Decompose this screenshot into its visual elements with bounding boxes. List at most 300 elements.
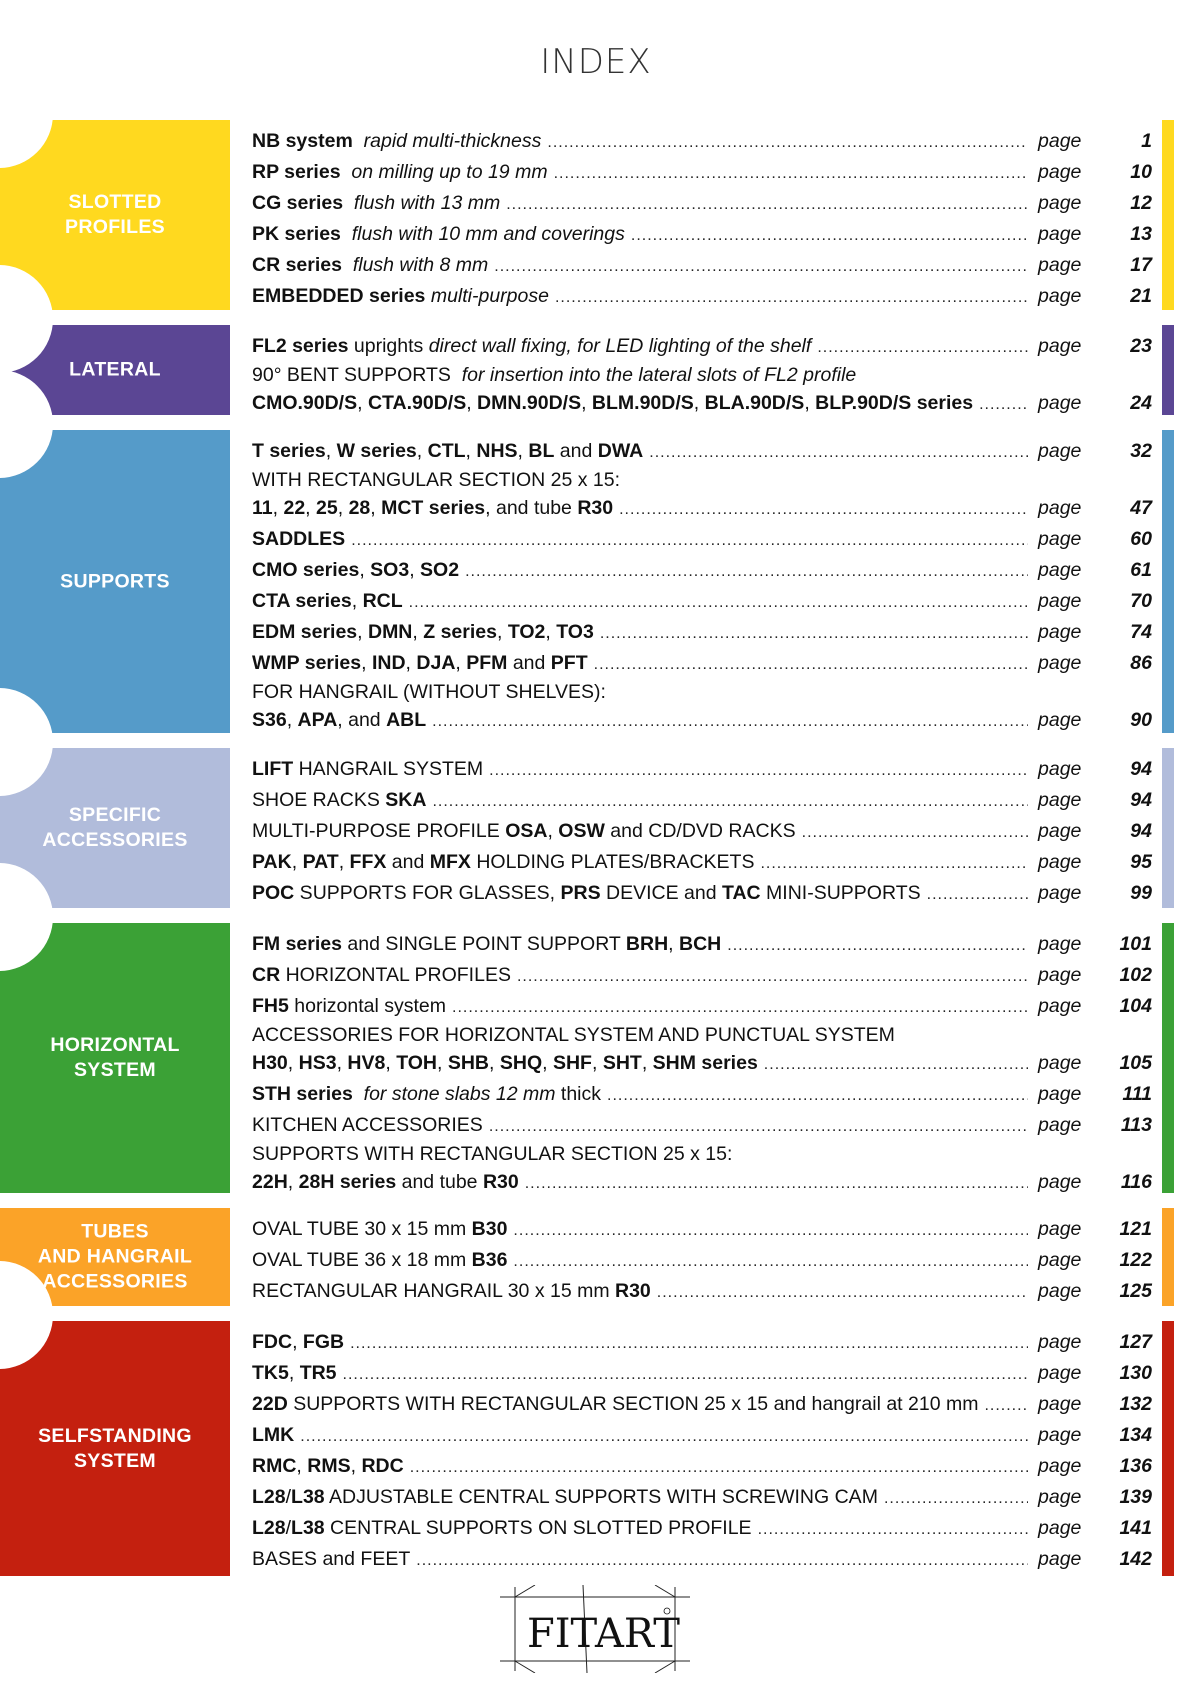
page-number: 1: [1141, 130, 1152, 152]
page-number: 111: [1122, 1083, 1152, 1105]
page-number: 95: [1130, 851, 1152, 873]
page-ref[interactable]: [1034, 1276, 1152, 1307]
page-label: page: [1038, 223, 1082, 245]
page-ref[interactable]: [1034, 1482, 1152, 1513]
entry-text-segment: ,: [437, 1052, 448, 1074]
page-label: page: [1038, 652, 1082, 674]
entry-list: [252, 436, 1152, 736]
entry-title: [252, 188, 500, 219]
entry-text-segment: SHF: [552, 1052, 592, 1074]
index-entry[interactable]: [252, 1358, 1152, 1389]
section-slotted-profiles: [0, 120, 1192, 310]
entry-text-segment: ,: [288, 1362, 300, 1384]
entry-text-segment: ,: [542, 1052, 553, 1074]
entry-text-segment: /: [285, 1517, 292, 1539]
entry-text-segment: BCH: [679, 933, 722, 955]
dot-leader: [979, 389, 1028, 420]
entry-title: [252, 1544, 410, 1575]
entry-text-segment: ,: [287, 1052, 299, 1074]
dot-leader: [465, 556, 1028, 587]
entry-text-segment: [341, 161, 352, 183]
page-label: page: [1038, 789, 1082, 811]
entry-title: [252, 1214, 507, 1245]
entry-text-segment: L28: [252, 1517, 286, 1539]
page-ref[interactable]: [1034, 1110, 1152, 1141]
page-number: 74: [1130, 621, 1152, 643]
page-ref[interactable]: [1034, 555, 1152, 586]
entry-text-segment: flush with 13 mm: [353, 192, 501, 214]
entry-title: [252, 586, 403, 617]
page-ref[interactable]: [1034, 648, 1152, 679]
entry-text-segment: R30: [482, 1171, 519, 1193]
entry-text-segment: T series: [252, 440, 326, 462]
entry-text-segment: HOLDING PLATES/BRACKETS: [470, 851, 755, 873]
page-number: 47: [1130, 497, 1152, 519]
entry-title: [252, 1513, 752, 1544]
dot-leader: [764, 1049, 1028, 1080]
entry-text-segment: ,: [466, 392, 478, 414]
section-color-bar: [1162, 325, 1174, 415]
index-entry[interactable]: [252, 785, 1152, 816]
page-ref[interactable]: [1034, 785, 1152, 816]
index-entry[interactable]: [252, 960, 1152, 991]
page-number: 127: [1119, 1331, 1152, 1353]
dot-leader: [525, 1168, 1028, 1199]
entry-text-segment: FGB: [302, 1331, 345, 1353]
entry-text-segment: ,: [287, 1171, 299, 1193]
dot-leader: [727, 930, 1028, 961]
index-entry[interactable]: [252, 1110, 1152, 1141]
index-entry[interactable]: [252, 617, 1152, 648]
index-entry[interactable]: [252, 555, 1152, 586]
page-label: page: [1038, 933, 1082, 955]
section-tab[interactable]: [0, 1321, 230, 1576]
page-number: 23: [1130, 335, 1152, 357]
page-ref[interactable]: [1034, 1167, 1152, 1198]
entry-title: [252, 1167, 519, 1198]
section-tab[interactable]: [0, 430, 230, 733]
page-label: page: [1038, 621, 1082, 643]
page-label: page: [1038, 130, 1082, 152]
entry-text-segment: MFX: [429, 851, 471, 873]
entry-text-segment: ,: [405, 652, 417, 674]
page-number: 17: [1130, 254, 1152, 276]
entry-text-segment: STH series: [252, 1083, 353, 1105]
logo-text-fit: FIT: [527, 1611, 598, 1657]
page-number: 61: [1130, 559, 1152, 581]
entry-text-segment: ,: [489, 1052, 500, 1074]
entry-text-segment: ,: [465, 440, 477, 462]
entry-title: [252, 157, 548, 188]
page-label: page: [1038, 1517, 1082, 1539]
entry-text-segment: TO3: [556, 621, 594, 643]
section-label: SPECIFIC ACCESSORIES: [42, 804, 188, 851]
index-entry[interactable]: [252, 586, 1152, 617]
page-ref[interactable]: [1034, 1513, 1152, 1544]
page-label: page: [1038, 1083, 1082, 1105]
dot-leader: [927, 879, 1028, 910]
page-ref[interactable]: [1034, 754, 1152, 785]
entry-text-segment: PAK: [252, 851, 292, 873]
page-ref[interactable]: [1034, 1327, 1152, 1358]
index-entry[interactable]: [252, 188, 1152, 219]
page-title: INDEX: [540, 42, 652, 82]
page-ref[interactable]: [1034, 929, 1152, 960]
section-tab[interactable]: [0, 923, 230, 1193]
entry-heading: [252, 362, 1152, 388]
page-number: 94: [1130, 789, 1152, 811]
entry-text-segment: ,: [337, 497, 349, 519]
page-ref[interactable]: [1034, 126, 1152, 157]
dot-leader: [657, 1277, 1028, 1308]
page-number: 99: [1130, 882, 1152, 904]
index-entry[interactable]: [252, 1513, 1152, 1544]
entry-title: [252, 1245, 507, 1276]
page-ref[interactable]: [1034, 1358, 1152, 1389]
page-ref[interactable]: [1034, 816, 1152, 847]
entry-text-segment: and tube: [396, 1171, 483, 1193]
entry-text-segment: FH5: [252, 995, 289, 1017]
entry-text-segment: ,: [325, 440, 337, 462]
index-entry[interactable]: [252, 362, 1152, 419]
entry-text-segment: DJA: [416, 652, 456, 674]
page-ref[interactable]: [1034, 1079, 1152, 1110]
page-ref[interactable]: [1034, 219, 1152, 250]
dot-leader: [343, 1359, 1028, 1390]
entry-text-segment: uprights: [348, 335, 429, 357]
entry-text-segment: and: [554, 440, 598, 462]
entry-text-segment: ,: [291, 851, 303, 873]
dot-leader: [631, 220, 1028, 251]
entry-text-segment: RP series: [252, 161, 341, 183]
index-entry[interactable]: [252, 524, 1152, 555]
dot-leader: [513, 1246, 1028, 1277]
entry-text-segment: ,: [359, 559, 371, 581]
page-label: page: [1038, 1052, 1082, 1074]
entry-text-segment: CTA series: [252, 590, 352, 612]
index-entry[interactable]: [252, 847, 1152, 878]
page-label: page: [1038, 1548, 1082, 1570]
index-entry[interactable]: [252, 1022, 1152, 1079]
entry-text-segment: ,: [517, 440, 529, 462]
index-entry[interactable]: [252, 126, 1152, 157]
page-label: page: [1038, 497, 1082, 519]
page-ref[interactable]: [1034, 1544, 1152, 1575]
page-label: page: [1038, 1114, 1082, 1136]
dot-leader: [489, 1111, 1028, 1142]
page-ref[interactable]: [1034, 960, 1152, 991]
entry-text-segment: direct wall fixing, for LED lighting of the shelf: [428, 335, 812, 357]
entry-text-segment: thick: [555, 1083, 602, 1105]
entry-text-segment: H30: [252, 1052, 288, 1074]
entry-title: [252, 493, 613, 524]
page-number: 125: [1119, 1280, 1152, 1302]
dot-leader: [350, 1328, 1028, 1359]
entry-title: [252, 331, 811, 362]
page-ref[interactable]: [1034, 250, 1152, 281]
page-ref[interactable]: [1034, 493, 1152, 524]
entry-text-segment: [353, 1083, 364, 1105]
index-entry[interactable]: [252, 679, 1152, 736]
dot-leader: [758, 1514, 1028, 1545]
index-entry[interactable]: [252, 1451, 1152, 1482]
page-ref[interactable]: [1034, 705, 1152, 736]
dot-leader: [416, 1545, 1028, 1576]
page-ref[interactable]: [1034, 1389, 1152, 1420]
index-entry[interactable]: [252, 1544, 1152, 1575]
entry-text-segment: SKA: [385, 789, 427, 811]
entry-text-segment: SHQ: [499, 1052, 543, 1074]
dot-leader: [554, 158, 1028, 189]
entry-text-segment: flush with 10 mm and coverings: [351, 223, 625, 245]
entry-text-segment: PK series: [252, 223, 341, 245]
entry-title: [252, 754, 483, 785]
dot-leader: [884, 1483, 1028, 1514]
page-number: 10: [1130, 161, 1152, 183]
entry-text-segment: 11: [252, 497, 273, 519]
entry-text-segment: on milling up to 19 mm: [351, 161, 548, 183]
entry-title: [252, 1110, 483, 1141]
entry-text-segment: and: [386, 851, 430, 873]
entry-text-segment: RDC: [361, 1455, 404, 1477]
entry-text-segment: L38: [291, 1486, 325, 1508]
entry-heading: [252, 467, 1152, 493]
page-ref[interactable]: [1034, 991, 1152, 1022]
page-ref[interactable]: [1034, 524, 1152, 555]
page-number: 105: [1119, 1052, 1152, 1074]
entry-text-segment: R30: [577, 497, 614, 519]
page-label: page: [1038, 254, 1082, 276]
index-entry[interactable]: [252, 816, 1152, 847]
entry-text-segment: ,: [370, 497, 382, 519]
entry-text-segment: and: [507, 652, 551, 674]
page-ref[interactable]: [1034, 878, 1152, 909]
index-entry[interactable]: [252, 1327, 1152, 1358]
entry-text-segment: for insertion into the lateral slots of FL2 profile: [461, 364, 857, 386]
entry-text-segment: 28: [348, 497, 371, 519]
index-entry[interactable]: [252, 1245, 1152, 1276]
entry-title: [252, 617, 594, 648]
entry-text-segment: CG series: [252, 192, 344, 214]
entry-text-segment: TAC: [721, 882, 761, 904]
entry-text-segment: PFM: [466, 652, 508, 674]
entry-text-segment: and SINGLE POINT SUPPORT: [341, 933, 626, 955]
index-entry[interactable]: [252, 1276, 1152, 1307]
entry-text-segment: TOH: [396, 1052, 437, 1074]
entry-text-segment: R30: [615, 1280, 651, 1302]
entry-text-segment: flush with 8 mm: [352, 254, 489, 276]
page-label: page: [1038, 882, 1082, 904]
index-entry[interactable]: [252, 1420, 1152, 1451]
entry-text-segment: ,: [296, 1455, 308, 1477]
entry-list: [252, 754, 1152, 909]
entry-title: [252, 648, 588, 679]
section-color-bar: [1162, 748, 1174, 908]
index-entry[interactable]: [252, 1482, 1152, 1513]
entry-text-segment: 25: [316, 497, 338, 519]
index-entry[interactable]: [252, 436, 1152, 467]
entry-title: [252, 1482, 878, 1513]
entry-text-segment: ,: [357, 392, 368, 414]
page-number: 12: [1130, 192, 1152, 214]
page-ref[interactable]: [1034, 1048, 1152, 1079]
entry-text-segment: DMN.90D/S: [477, 392, 582, 414]
entry-text-segment: HORIZONTAL PROFILES: [280, 964, 511, 986]
section-horizontal-system: [0, 923, 1192, 1193]
dot-leader: [594, 649, 1028, 680]
entry-text-segment: [342, 254, 353, 276]
page-ref[interactable]: [1034, 188, 1152, 219]
index-entry[interactable]: [252, 219, 1152, 250]
page-ref[interactable]: [1034, 436, 1152, 467]
page-ref[interactable]: [1034, 1245, 1152, 1276]
entry-heading: [252, 1141, 1152, 1167]
page-number: 90: [1130, 709, 1152, 731]
entry-text-segment: RMC: [252, 1455, 297, 1477]
dot-leader: [452, 992, 1028, 1023]
entry-text-segment: ,: [416, 440, 428, 462]
entry-text-segment: SHOE RACKS: [252, 789, 386, 811]
index-entry[interactable]: [252, 331, 1152, 362]
page-label: page: [1038, 1280, 1082, 1302]
entry-text-segment: RCL: [362, 590, 403, 612]
entry-text-segment: horizontal system: [288, 995, 446, 1017]
index-entry[interactable]: [252, 250, 1152, 281]
entry-text-segment: [353, 130, 364, 152]
entry-text-segment: ,: [361, 652, 372, 674]
page-ref[interactable]: [1034, 281, 1152, 312]
entry-text-segment: NB system: [252, 130, 353, 152]
entry-text-segment: ,: [409, 559, 421, 581]
index-entry[interactable]: [252, 1079, 1152, 1110]
entry-text-segment: MCT series: [381, 497, 486, 519]
page-ref[interactable]: [1034, 586, 1152, 617]
page-number: 94: [1130, 758, 1152, 780]
entry-text-segment: HANGRAIL SYSTEM: [293, 758, 484, 780]
page-ref[interactable]: [1034, 331, 1152, 362]
entry-title: [252, 1048, 758, 1079]
entry-text-segment: TO2: [507, 621, 546, 643]
entry-text-segment: POC: [252, 882, 295, 904]
entry-text-segment: DWA: [597, 440, 644, 462]
page-label: page: [1038, 1486, 1082, 1508]
page-number: 142: [1119, 1548, 1152, 1570]
index-entry[interactable]: [252, 648, 1152, 679]
entry-text-segment: 22: [283, 497, 306, 519]
page-number: 113: [1120, 1114, 1152, 1136]
section-label: SLOTTED PROFILES: [65, 191, 165, 238]
dot-leader: [607, 1080, 1028, 1111]
entry-title: [252, 219, 625, 250]
index-entry[interactable]: [252, 1141, 1152, 1198]
page-ref[interactable]: [1034, 1420, 1152, 1451]
entry-text-segment: , and tube: [485, 497, 578, 519]
entry-title: [252, 785, 426, 816]
entry-text-segment: RMS: [307, 1455, 351, 1477]
dot-leader: [547, 127, 1028, 158]
entry-title: [252, 1079, 601, 1110]
entry-text-segment: WITH RECTANGULAR SECTION 25 x 15:: [252, 469, 621, 491]
page-label: page: [1038, 1455, 1082, 1477]
entry-title: [252, 1276, 651, 1307]
page-label: page: [1038, 1424, 1082, 1446]
entry-text-segment: SHB: [447, 1052, 490, 1074]
index-entry[interactable]: [252, 754, 1152, 785]
index-entry[interactable]: [252, 929, 1152, 960]
entry-text-segment: ADJUSTABLE CENTRAL SUPPORTS WITH SCREWING CAM: [324, 1486, 878, 1508]
entry-list: [252, 1327, 1152, 1575]
page-label: page: [1038, 392, 1082, 414]
entry-text-segment: L28: [252, 1486, 286, 1508]
entry-text-segment: MINI-SUPPORTS: [760, 882, 921, 904]
page-ref[interactable]: [1034, 157, 1152, 188]
index-entry[interactable]: [252, 157, 1152, 188]
section-supports: [0, 430, 1192, 733]
page-ref[interactable]: [1034, 617, 1152, 648]
entry-text-segment: ACCESSORIES FOR HORIZONTAL SYSTEM AND PUNCTUAL SYSTEM: [252, 1024, 895, 1046]
page-number: 141: [1119, 1517, 1152, 1539]
page-label: page: [1038, 1331, 1082, 1353]
page-number: 86: [1130, 652, 1152, 674]
index-entry[interactable]: [252, 281, 1152, 312]
entry-text-segment: CTL: [427, 440, 466, 462]
page-number: 70: [1130, 590, 1152, 612]
entry-text-segment: [341, 223, 352, 245]
page-ref[interactable]: [1034, 1214, 1152, 1245]
entry-text-segment: ,: [591, 1052, 603, 1074]
section-color-bar: [1162, 1208, 1174, 1306]
index-entry[interactable]: [252, 991, 1152, 1022]
entry-text-segment: OVAL TUBE 30 x 15 mm: [252, 1218, 472, 1240]
page-ref[interactable]: [1034, 847, 1152, 878]
section-tubes-hangrail: [0, 1208, 1192, 1306]
index-entry[interactable]: [252, 467, 1152, 524]
page-label: page: [1038, 440, 1082, 462]
entry-text-segment: FM series: [252, 933, 342, 955]
index-entry[interactable]: [252, 1389, 1152, 1420]
entry-text-segment: FOR HANGRAIL (WITHOUT SHELVES):: [252, 681, 606, 703]
entry-text-segment: SUPPORTS FOR GLASSES,: [294, 882, 561, 904]
entry-heading: [252, 679, 1152, 705]
entry-title: [252, 878, 921, 909]
entry-text-segment: ,: [412, 621, 424, 643]
dot-leader: [409, 587, 1028, 618]
page-label: page: [1038, 335, 1082, 357]
entry-title: [252, 991, 446, 1022]
entry-text-segment: IND: [371, 652, 406, 674]
dot-leader: [432, 706, 1028, 737]
page-label: page: [1038, 285, 1082, 307]
section-color-bar: [1162, 1321, 1174, 1576]
section-label: LATERAL: [69, 358, 161, 381]
page-number: 101: [1119, 933, 1152, 955]
page-label: page: [1038, 1218, 1082, 1240]
page-number: 94: [1130, 820, 1152, 842]
entry-title: [252, 388, 973, 419]
entry-text-segment: BLP.90D/S series: [815, 392, 974, 414]
entry-text-segment: and CD/DVD RACKS: [604, 820, 796, 842]
entry-text-segment: ,: [641, 1052, 653, 1074]
entry-text-segment: PFT: [550, 652, 588, 674]
page-ref[interactable]: [1034, 1451, 1152, 1482]
entry-text-segment: EDM series: [252, 621, 358, 643]
page-ref[interactable]: [1034, 388, 1152, 419]
entry-title: [252, 436, 643, 467]
index-entry[interactable]: [252, 1214, 1152, 1245]
entry-text-segment: 22D: [252, 1393, 288, 1415]
index-entry[interactable]: [252, 878, 1152, 909]
page-label: page: [1038, 1393, 1082, 1415]
